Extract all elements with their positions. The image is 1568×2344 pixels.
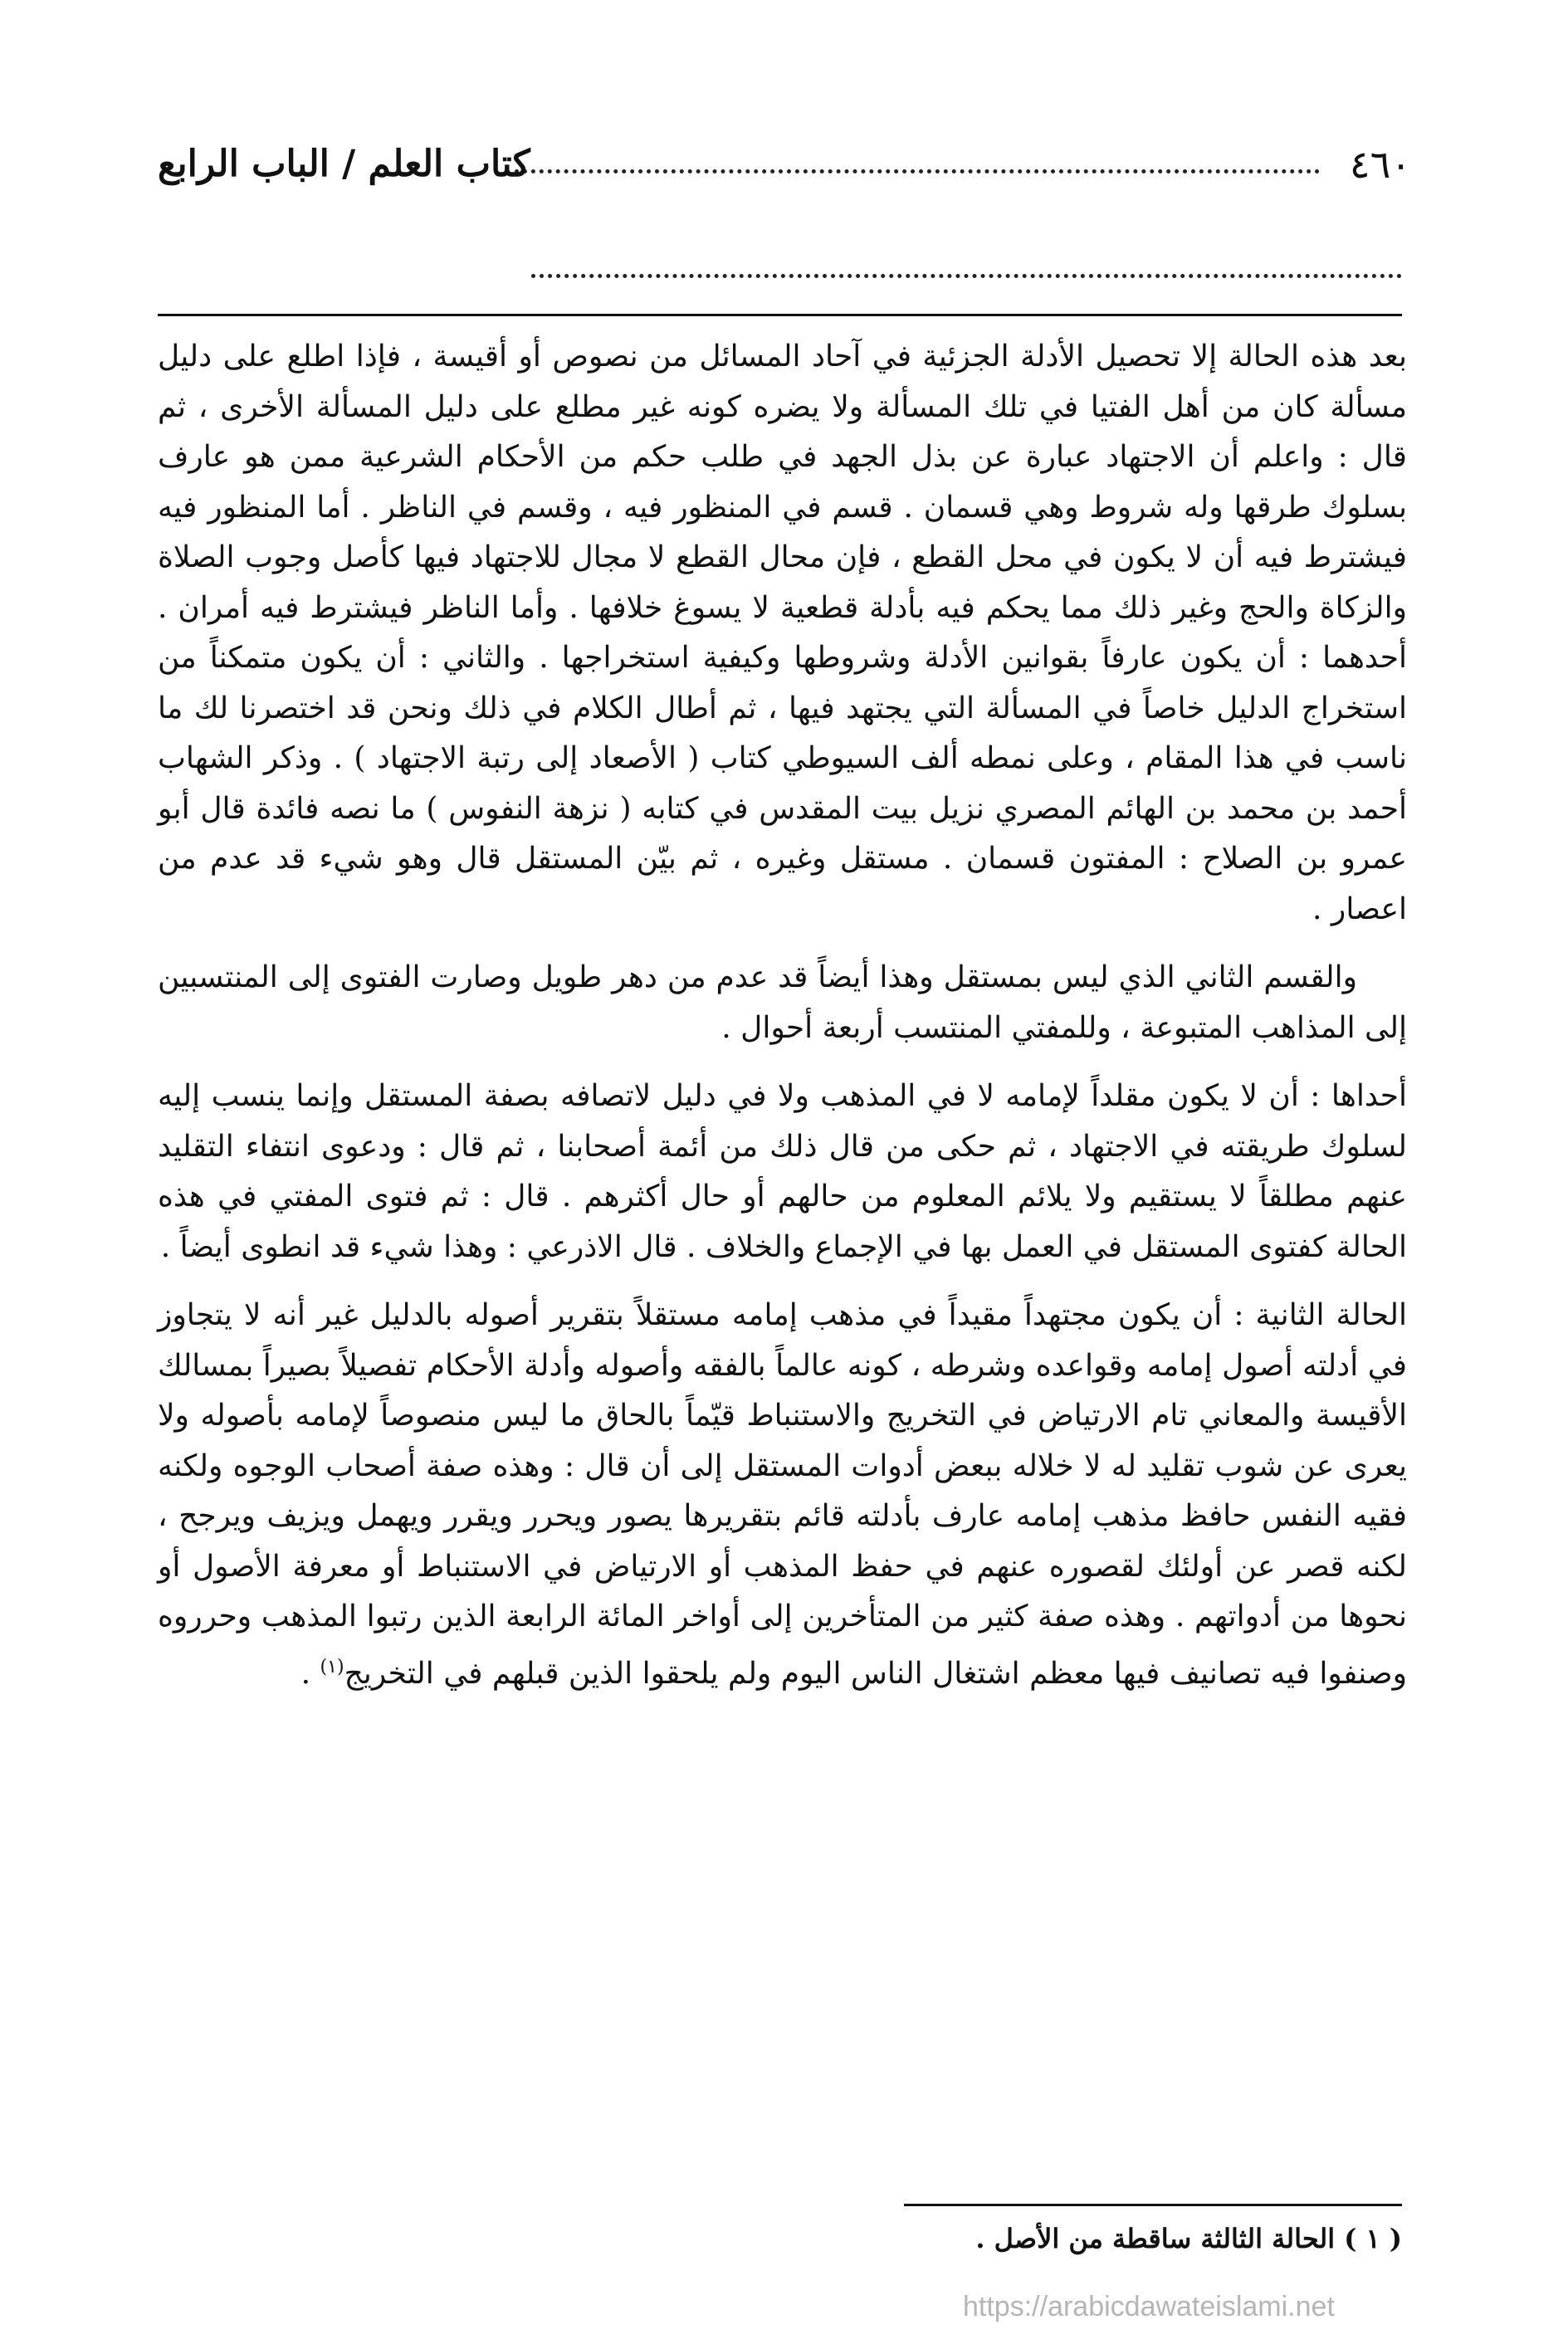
paragraph-4-wrap: الحالة الثانية : أن يكون مجتهداً مقيداً في مذهب إمامه مستقلاً بتقرير أصوله بالدليل غير أنه لا يتجاوز في أدلته أصول إمامه وقواعده وشرطه ، كونه عالماً بالفقه وأصوله وأدلة الأحكام تفصيلاً بصيراً بمسالك الأقيسة والمعاني تام الارتياض في التخريج والاستنباط قيّماً بالحاق ما ليس منصوصاً لإمامه بأصوله ولا يعرى عن شوب تقليد له لا خلاله ببعض أدوات المستقل إلى أن قال : وهذه صفة أصحاب الوجوه ولكنه فقيه النفس حافظ مذهب إمامه عارف بأدلته قائم بتقريرها يصور ويحرر ويقرر ويهمل ويزيف ويرجح ، لكنه قصر عن أولئك لقصوره عنهم في حفظ المذهب أو الارتياض في الاستنباط أو معرفة الأصول أو نحوها من أدواتهم . وهذه صفة كثير من المتأخرين إلى أواخر المائة الرابعة الذين رتبوا المذهب وحرروه وصنفوا فيه تصانيف فيها معظم اشتغال الناس اليوم ولم يلحقوا الذين قبلهم في التخريج$^{(١)}$ . [158,1298,1407,1691]
page-number: ٤٦٠ [1349,142,1411,187]
running-title: كتاب العلم / الباب الرابع [158,143,530,185]
paragraph-1: بعد هذه الحالة إلا تحصيل الأدلة الجزئية في آحاد المسائل من نصوص أو أقيسة ، فإذا اطلع على دليل مسألة كان من أهل الفتيا في تلك المسألة ولا يضره كونه غير مطلع على دليل المسألة الأخرى ، ثم قال : واعلم أن الاجتهاد عبارة عن بذل الجهد في طلب حكم من الأحكام الشرعية ممن هو عارف بسلوك طرقها وله شروط وهي قسمان . قسم في المنظور فيه ، وقسم في الناظر . أما المنظور فيه فيشترط فيه أن لا يكون في محل القطع ، فإن محال القطع لا مجال للاجتهاد فيها كأصل وجوب الصلاة والزكاة والحج وغير ذلك مما يحكم فيه بأدلة قطعية لا يسوغ خلافها . وأما الناظر فيشترط فيه أمران . أحدهما : أن يكون عارفاً بقوانين الأدلة وشروطها وكيفية استخراجها . والثاني : أن يكون متمكناً من استخراج الدليل خاصاً في المسألة التي يجتهد فيها ، ثم أطال الكلام في ذلك ونحن قد اختصرنا لك ما ناسب في هذا المقام ، وعلى نمطه ألف السيوطي كتاب ( الأصعاد إلى رتبة الاجتهاد ) . وذكر الشهاب أحمد بن محمد بن الهائم المصري نزيل بيت المقدس في كتابه ( نزهة النفوس ) ما نصه فائدة قال أبو عمرو بن الصلاح : المفتون قسمان . مستقل وغيره ، ثم بيّن المستقل قال وهو شيء قد عدم من اعصار . [158,339,1407,926]
paragraph-2: والقسم الثاني الذي ليس بمستقل وهذا أيضاً قد عدم من دهر طويل وصارت الفتوى إلى المنتسبين إلى المذاهب المتبوعة ، وللمفتي المنتسب أربعة أحوال . [158,960,1407,1045]
dotted-separator [531,274,1402,278]
footnote-rule [904,2204,1402,2206]
footnote: ( ١ ) الحالة الثالثة ساقطة من الأصل . [975,2223,1402,2254]
header-rule [158,314,1402,316]
footnote-reference: (١) [320,1656,344,1677]
page-header [158,139,1411,214]
paragraph-3: أحداها : أن لا يكون مقلداً لإمامه لا في المذهب ولا في دليل لاتصافه بصفة المستقل وإنما ينسب إليه لسلوك طريقته في الاجتهاد ، ثم حكى من قال ذلك من أئمة أصحابنا ، ثم قال : ودعوى انتفاء التقليد عنهم مطلقاً لا يستقيم ولا يلائم المعلوم من حالهم أو حال أكثرهم . قال : ثم فتوى المفتي في هذه الحالة كفتوى المستقل في العمل بها في الإجماع والخلاف . قال الاذرعي : وهذا شيء قد انطوى أيضاً . [158,1079,1407,1264]
header-dotted-leader [515,169,1320,173]
main-text [158,332,1407,1717]
paragraph-4: الحالة الثانية : أن يكون مجتهداً مقيداً في مذهب إمامه مستقلاً بتقرير أصوله بالدليل غير أنه لا يتجاوز في أدلته أصول إمامه وقواعده وشرطه ، كونه عالماً بالفقه وأصوله وأدلة الأحكام تفصيلاً بصيراً بمسالك الأقيسة والمعاني تام الارتياض في التخريج والاستنباط قيّماً بالحاق ما ليس منصوصاً لإمامه بأصوله ولا يعرى عن شوب تقليد له لا خلاله ببعض أدوات المستقل إلى أن قال : وهذه صفة أصحاب الوجوه ولكنه فقيه النفس حافظ مذهب إمامه عارف بأدلته قائم بتقريرها يصور ويحرر ويقرر ويهمل ويزيف ويرجح ، لكنه قصر عن أولئك لقصوره عنهم في حفظ المذهب أو الارتياض في الاستنباط أو معرفة الأصول أو نحوها من أدواتهم . وهذه صفة كثير من المتأخرين إلى أواخر المائة الرابعة الذين رتبوا المذهب وحرروه وصنفوا فيه تصانيف فيها معظم اشتغال الناس اليوم ولم يلحقوا الذين قبلهم في التخريج [158,1298,1407,1691]
watermark-url: https://arabicdawateislami.net [963,2291,1335,2322]
